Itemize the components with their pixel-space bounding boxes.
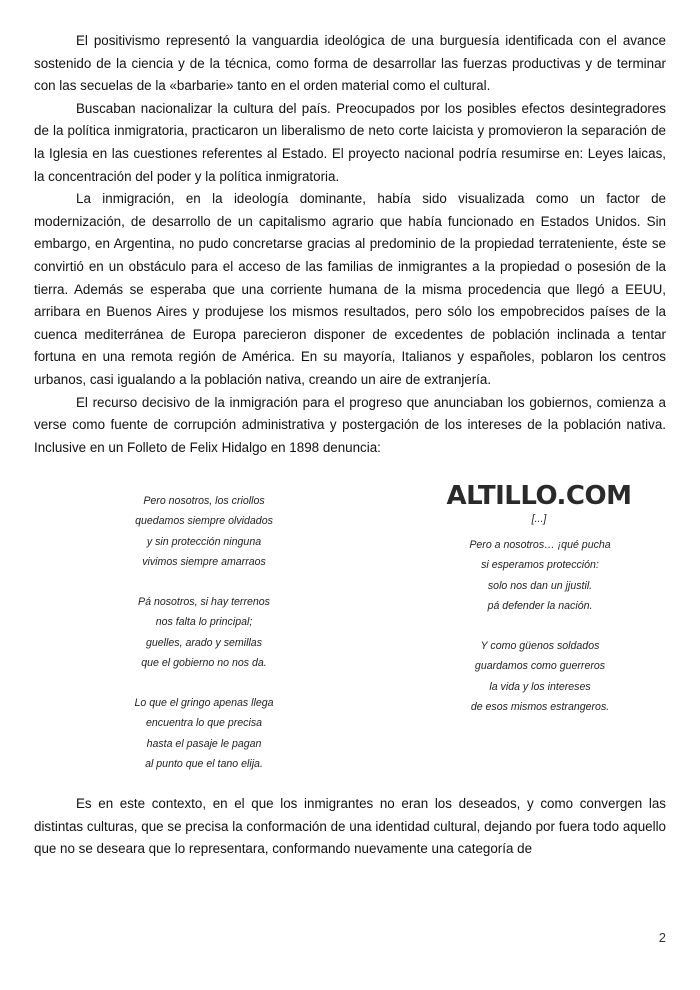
- paragraph-recurso: El recurso decisivo de la inmigración para el progreso que anunciaban los gobiernos, comienza a verse como fuente de corrupción administrativa y postergación de los intereses de la población nativa. Inclusive en un Folleto de Felix Hidalgo en 1898 denuncia:: [34, 394, 666, 455]
- paragraph-positivismo: El positivismo representó la vanguardia ideológica de una burguesía identificada con el avance sostenido de la ciencia y de la técnica, como forma de desarrollar las fuerzas productivas y de terminar con las secuelas de la «barbarie» tanto en el orden material como el cultural.: [34, 33, 666, 94]
- poem-line: nos falta lo principal;: [155, 616, 253, 629]
- poem-line: hasta el pasaje le pagan: [146, 737, 262, 750]
- poem-line: que el gobierno no nos da.: [141, 656, 267, 669]
- poem-ellipsis: [...]: [531, 513, 547, 526]
- paragraph-contexto: Es en este contexto, en el que los inmigrantes no eran los deseados, y como convergen las distintas culturas, que se precisa la conformación de una identidad cultural, dejando por fuera todo aquello que no se deseara que lo representara, conformando nuevamente una categoría de: [34, 796, 666, 857]
- stanza-gap: [94, 572, 314, 592]
- altillo-logo: ALTILLO.COM: [446, 481, 632, 512]
- poem-line: al punto que el tano elija.: [145, 757, 263, 770]
- poem-line: Pá nosotros, si hay terrenos: [138, 596, 270, 609]
- poem-line: de esos mismos estrangeros.: [470, 700, 610, 713]
- paragraph-nacionalizar: Buscaban nacionalizar la cultura del país. Preocupados por los posibles efectos desintegradores de la política inmigratoria, practicaron un liberalismo de neto corte laicista y promovieron la separación de la Iglesia en las cuestiones referentes al Estado. El proyecto nacional podría resumirse en: Leyes laicas, la concentración del poder y la política inmigratoria.: [34, 100, 666, 184]
- stanza-gap: [420, 616, 660, 636]
- poem-line: Lo que el gringo apenas llega: [134, 697, 274, 710]
- poem-line: guelles, arado y semillas: [146, 636, 262, 649]
- poem-right-column: [420, 535, 660, 717]
- poem-block: [34, 473, 666, 773]
- document-page: [34, 30, 666, 861]
- poem-line: si esperamos protección:: [481, 559, 599, 572]
- poem-line: Pero a nosotros… ¡qué pucha: [469, 539, 611, 552]
- poem-line: vivimos siempre amarraos: [142, 555, 266, 568]
- poem-line: pá defender la nación.: [487, 599, 593, 612]
- poem-line: Y como güenos soldados: [480, 640, 600, 653]
- paragraph-inmigracion: La inmigración, en la ideología dominante, había sido visualizada como un factor de modernización, de desarrollo de un capitalismo agrario que había funcionado en Estados Unidos. Sin embargo, en Argentina, no pudo concretarse gracias al predominio de la propiedad terrateniente, éste se convirtió en un obstáculo para el acceso de las familias de inmigrantes a la propiedad o posesión de la tierra. Además se esperaba que una corriente humana de la misma procedencia que llegó a EEUU, arribara en Buenos Aires y produjese los mismos resultados, pero sólo los empobrecidos países de la cuenca mediterránea de Europa parecieron disponer de excedentes de población inclinada a tentar fortuna en una remota región de América. En su mayoría, Italianos y españoles, poblaron los centros urbanos, casi igualando a la población nativa, creando un aire de extranjería.: [34, 191, 666, 387]
- poem-line: encuentra lo que precisa: [145, 717, 263, 730]
- poem-line: la vida y los intereses: [489, 680, 591, 693]
- page-number: 2: [658, 930, 666, 945]
- poem-line: guardamos como guerreros: [474, 660, 606, 673]
- poem-line: quedamos siempre olvidados: [135, 515, 273, 528]
- poem-line: Pero nosotros, los criollos: [143, 495, 265, 508]
- stanza-gap: [94, 673, 314, 693]
- poem-line: y sin protección ninguna: [146, 535, 262, 548]
- poem-left-column: [94, 491, 314, 774]
- poem-line: solo nos dan un jjustil.: [487, 579, 593, 592]
